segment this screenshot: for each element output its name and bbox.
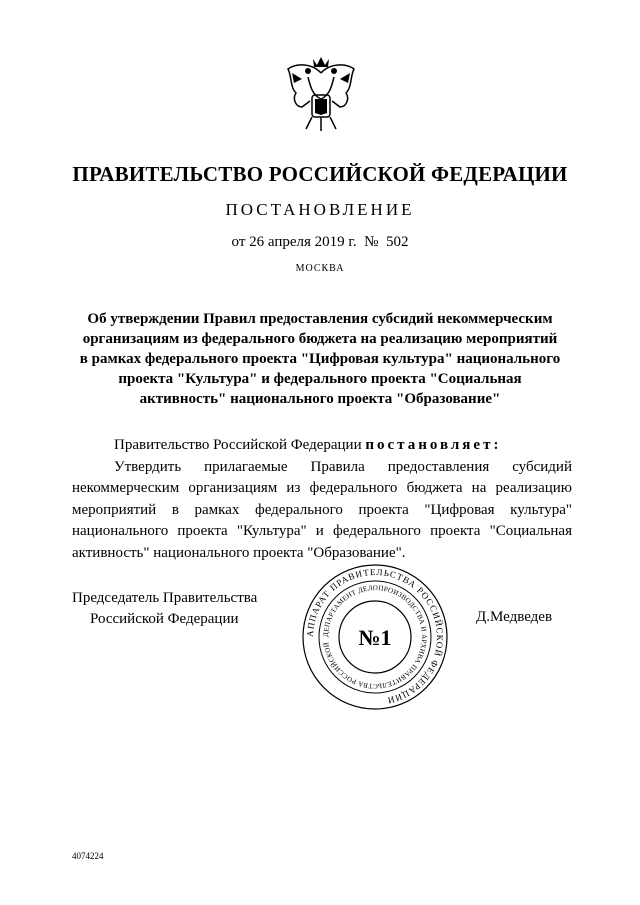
coat-of-arms-emblem xyxy=(282,55,360,135)
position-line: Председатель Правительства xyxy=(72,590,258,606)
title-line: проекта "Культура" и федерального проекта "Социальная xyxy=(118,371,522,387)
document-type: ПОСТАНОВЛЕНИЕ xyxy=(225,200,415,219)
document-title xyxy=(40,309,600,409)
official-seal-stamp xyxy=(300,562,450,712)
signatory-position xyxy=(72,588,257,630)
title-line: активность" национального проекта "Образование" xyxy=(139,391,501,407)
stamp-inner-text: ДЕПАРТАМЕНТ ДЕЛОПРОИЗВОДСТВА И АРХИВА ПРАВИТЕЛЬСТВА РОССИЙСКОЙ xyxy=(321,583,429,691)
decree-lead-text: Правительство Российской Федерации xyxy=(114,437,366,453)
title-line: в рамках федерального проекта "Цифровая культура" национального xyxy=(79,351,561,367)
title-line: организациям из федерального бюджета на реализацию мероприятий xyxy=(82,331,558,347)
title-line: Об утверждении Правил предоставления субсидий некоммерческим xyxy=(87,311,553,327)
issuing-authority: ПРАВИТЕЛЬСТВО РОССИЙСКОЙ ФЕДЕРАЦИИ xyxy=(72,162,568,186)
document-city: МОСКВА xyxy=(295,263,345,274)
document-id-number: 4074224 xyxy=(72,851,104,861)
decree-lead xyxy=(72,435,572,457)
position-line: Российской Федерации xyxy=(90,611,239,627)
document-body xyxy=(72,435,572,564)
document-date-number: от 26 апреля 2019 г. № 502 xyxy=(231,234,409,250)
signatory-name: Д.Медведев xyxy=(476,609,553,625)
stamp-number: №1 xyxy=(358,625,392,650)
decree-word: постановляет: xyxy=(365,437,502,453)
stamp-outer-text: АППАРАТ ПРАВИТЕЛЬСТВА РОССИЙСКОЙ ФЕДЕРАЦИИ xyxy=(304,566,446,706)
decree-text: Утвердить прилагаемые Правила предоставления субсидий некоммерческим организациям из федерального бюджета на реализацию мероприятий в рамках федерального проекта "Цифровая культура" национального проекта "Культура" и федерального проекта "Социальная активность" национального проекта "Образование". xyxy=(72,458,572,561)
